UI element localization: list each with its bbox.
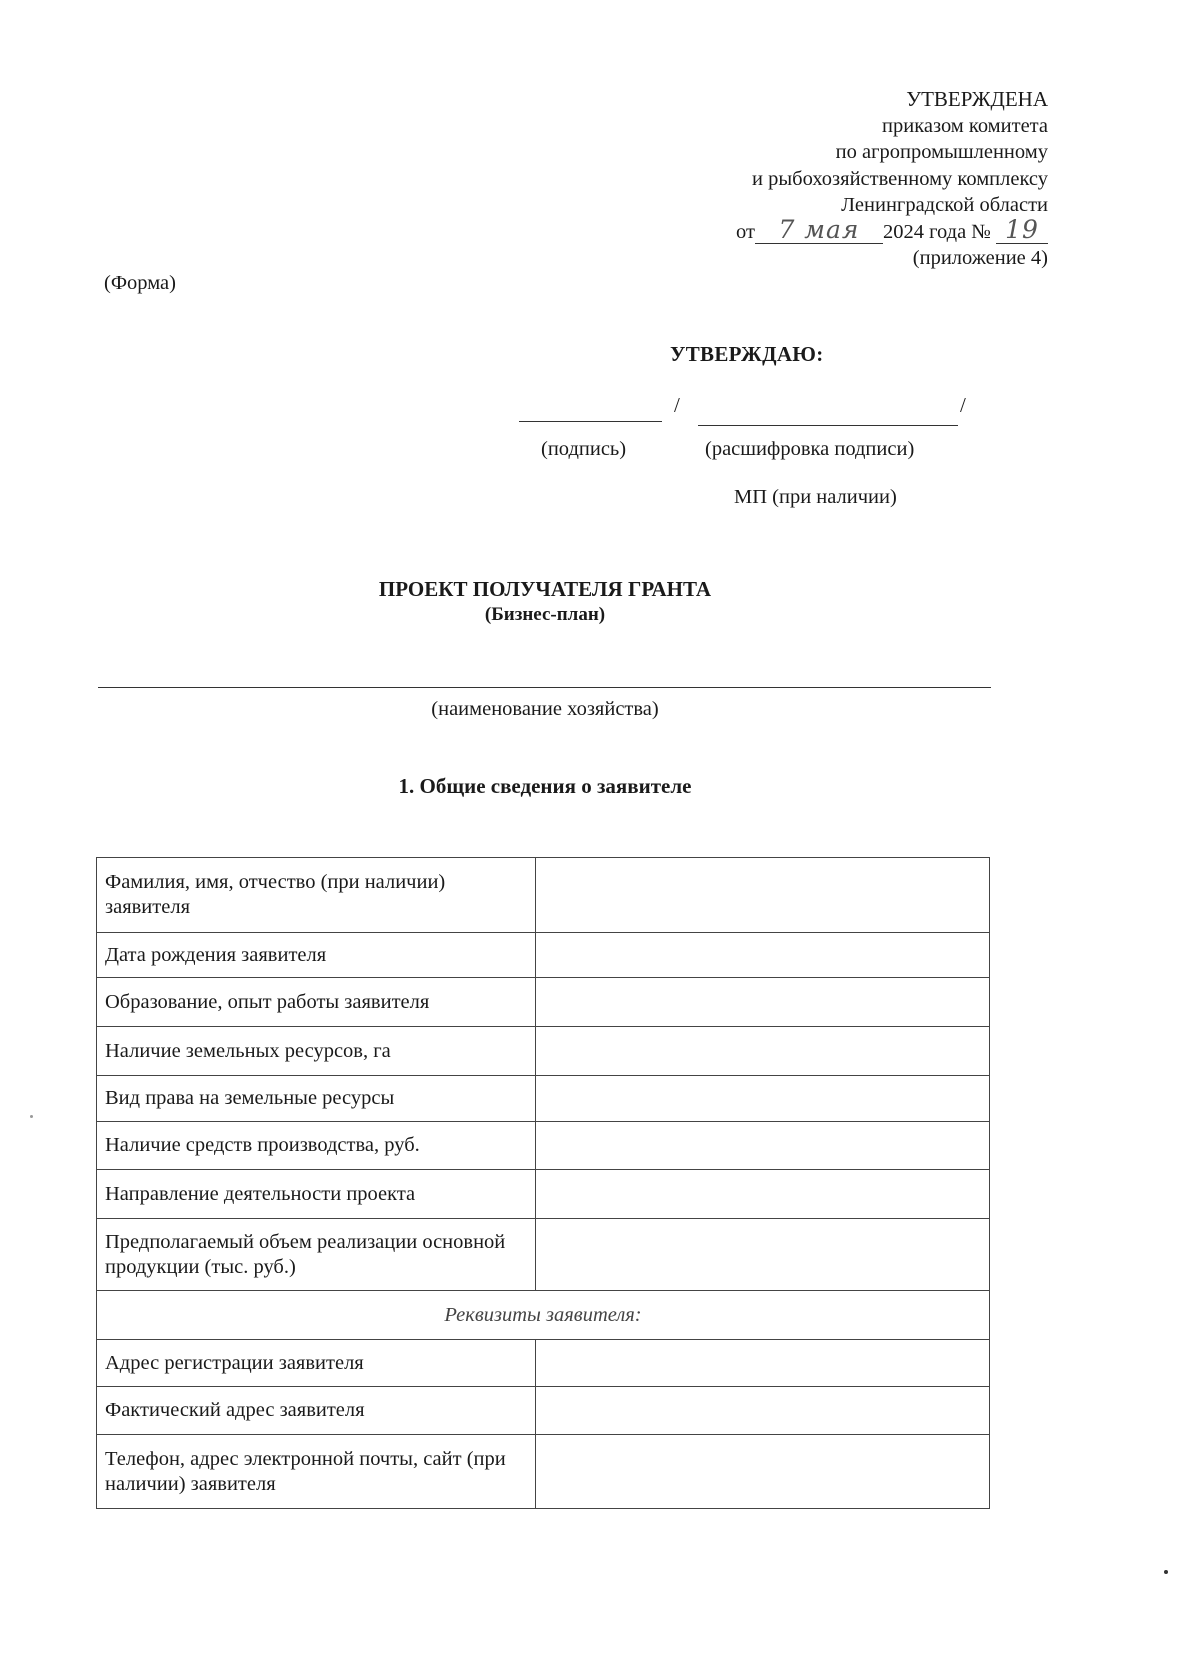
row-value[interactable] [536,1435,990,1509]
row-value[interactable] [536,1027,990,1076]
project-subtitle: (Бизнес-план) [484,604,606,625]
row-label: Наличие земельных ресурсов, га [97,1027,536,1076]
table-row [97,1122,990,1170]
approval-line-2: по агропромышленному [835,141,1048,163]
form-label: (Форма) [104,272,176,294]
row-label: Наличие средств производства, руб. [97,1122,536,1170]
signature-caption: (подпись) [541,438,627,460]
approval-date-line [528,214,1048,246]
row-label: Предполагаемый объем реализации основной продукции (тыс. руб.) [97,1219,536,1291]
table-row [97,933,990,978]
row-label: Дата рождения заявителя [97,933,536,978]
signature-line [519,421,662,422]
row-value[interactable] [536,1122,990,1170]
approval-line-4: Ленинградской области [841,194,1048,216]
farm-name-line [98,687,991,688]
handwritten-number: 19 [1005,214,1039,244]
approval-line-1: приказом комитета [882,114,1048,137]
row-value[interactable] [536,1387,990,1435]
approval-title: УТВЕРЖДЕНА [906,87,1048,111]
applicant-info-table [96,857,990,1509]
signature-decode-caption: (расшифровка подписи) [705,438,915,460]
requisites-header: Реквизиты заявителя: [97,1291,990,1340]
table-row [97,1027,990,1076]
appendix-label: (приложение 4) [912,247,1048,269]
row-label: Образование, опыт работы заявителя [97,978,536,1027]
scan-speck [1164,1570,1168,1574]
row-label: Фамилия, имя, отчество (при наличии) заявителя [97,858,536,933]
signature-slash-1: / [674,393,680,417]
handwritten-date: 7 мая [778,214,860,244]
table-row [97,1219,990,1291]
row-label: Телефон, адрес электронной почты, сайт (при наличии) заявителя [97,1435,536,1509]
signature-decode-line [698,425,958,426]
project-title: ПРОЕКТ ПОЛУЧАТЕЛЯ ГРАНТА [378,577,712,601]
row-value[interactable] [536,1219,990,1291]
date-field [755,214,883,244]
row-value[interactable] [536,933,990,978]
row-value[interactable] [536,978,990,1027]
table-row [97,1076,990,1122]
date-prefix: от [736,220,755,243]
number-field [996,214,1048,244]
approval-block [528,86,1048,272]
year-text: 2024 года № [882,220,991,243]
approval-line-3: и рыбохозяйственному комплексу [752,167,1048,190]
table-row [97,1435,990,1509]
table-row [97,1170,990,1219]
farm-name-caption: (наименование хозяйства) [431,698,659,720]
row-label: Адрес регистрации заявителя [97,1340,536,1387]
row-label: Направление деятельности проекта [97,1170,536,1219]
requisites-header-row [97,1291,990,1340]
row-value[interactable] [536,1170,990,1219]
table-row [97,858,990,933]
approve-heading: УТВЕРЖДАЮ: [670,342,824,366]
row-value[interactable] [536,858,990,933]
table-row [97,1387,990,1435]
signature-slash-2: / [960,393,966,417]
table-row [97,1340,990,1387]
scan-speck [30,1115,33,1118]
row-value[interactable] [536,1076,990,1122]
section-1-title: 1. Общие сведения о заявителе [398,774,692,798]
seal-caption: МП (при наличии) [734,486,897,508]
row-value[interactable] [536,1340,990,1387]
row-label: Фактический адрес заявителя [97,1387,536,1435]
table-row [97,978,990,1027]
row-label: Вид права на земельные ресурсы [97,1076,536,1122]
